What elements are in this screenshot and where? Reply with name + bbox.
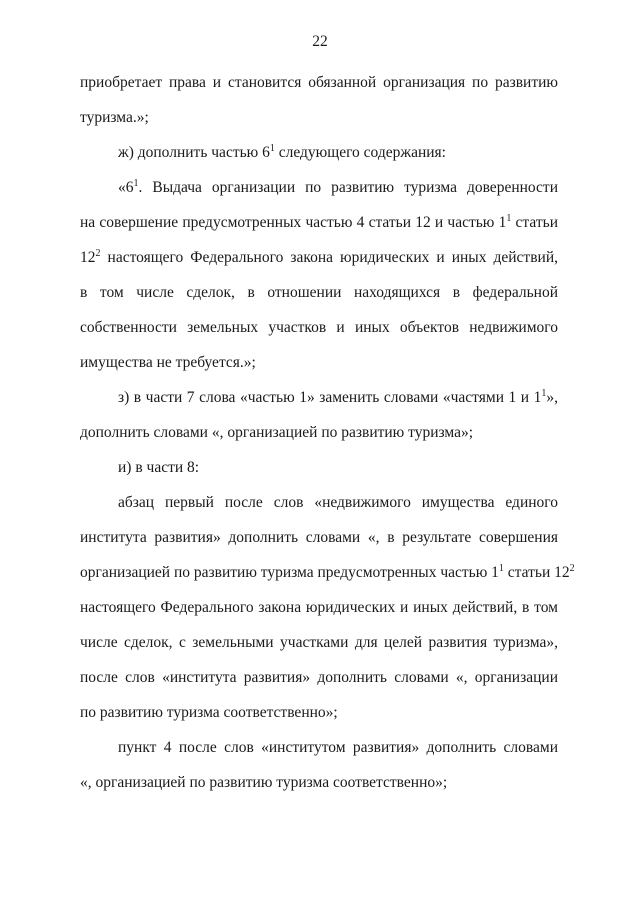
text-line: собственности земельных участков и иных объектов недвижимого xyxy=(80,319,558,336)
text-line: туризма.»; xyxy=(80,109,149,126)
text-line: имущества не требуется.»; xyxy=(80,354,256,371)
text-line: дополнить словами «, организацией по развитию туризма»; xyxy=(80,424,474,441)
text-line: по развитию туризма соответственно»; xyxy=(80,704,338,721)
text-line: на совершение предусмотренных частью 4 статьи 12 и частью $1^1$ статьи xyxy=(80,213,558,231)
text-line: ж) дополнить частью $6^1$ следующего содержания: xyxy=(118,143,446,161)
text-line: организацией по развитию туризма предусмотренных частью $1^1$ статьи $12^2$ xyxy=(80,563,575,581)
text-line: «$6^1$. Выдача организации по развитию туризма доверенности xyxy=(118,178,558,196)
text-line: после слов «института развития» дополнить словами «, организации xyxy=(80,669,558,686)
text-line: пункт 4 после слов «институтом развития» дополнить словами xyxy=(118,739,558,756)
text-line: абзац первый после слов «недвижимого имущества единого xyxy=(118,494,558,511)
text-line: «, организацией по развитию туризма соответственно»; xyxy=(80,774,448,791)
text-line: института развития» дополнить словами «, в результате совершения xyxy=(80,529,558,546)
page-number: 22 xyxy=(312,33,328,50)
text-line: з) в части 7 слова «частью 1» заменить словами «частями 1 и $1^1$», xyxy=(118,388,558,406)
text-line: $12^2$ настоящего Федерального закона юридических и иных действий, xyxy=(80,248,558,266)
text-line: и) в части 8: xyxy=(118,459,200,476)
text-line: в том числе сделок, в отношении находящихся в федеральной xyxy=(80,284,558,301)
text-line: приобретает права и становится обязанной организация по развитию xyxy=(80,74,558,91)
text-line: настоящего Федерального закона юридических и иных действий, в том xyxy=(80,599,558,616)
text-line: числе сделок, с земельными участками для целей развития туризма», xyxy=(80,634,558,651)
